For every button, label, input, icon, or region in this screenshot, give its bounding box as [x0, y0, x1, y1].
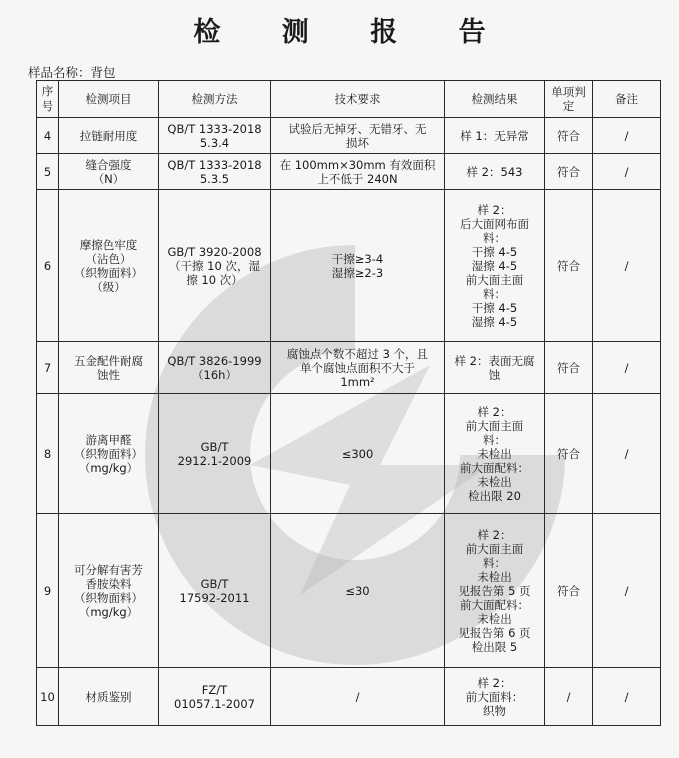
cell-no: 7 [37, 342, 59, 394]
cell-requirement: 试验后无掉牙、无错牙、无 损坏 [271, 118, 445, 154]
cell-method: GB/T 17592-2011 [159, 514, 271, 668]
cell-judgement: 符合 [545, 342, 593, 394]
cell-judgement: 符合 [545, 118, 593, 154]
col-header-requirement: 技术要求 [271, 81, 445, 118]
cell-remark: / [593, 394, 661, 514]
cell-judgement: / [545, 668, 593, 726]
cell-no: 5 [37, 154, 59, 190]
col-header-remark: 备注 [593, 81, 661, 118]
col-header-item: 检测项目 [59, 81, 159, 118]
cell-item: 五金配件耐腐 蚀性 [59, 342, 159, 394]
cell-no: 6 [37, 190, 59, 342]
report-table [36, 80, 661, 726]
cell-requirement: 干擦≥3-4 湿擦≥2-3 [271, 190, 445, 342]
cell-item: 拉链耐用度 [59, 118, 159, 154]
cell-remark: / [593, 668, 661, 726]
cell-item: 可分解有害芳 香胺染料 （织物面料） （mg/kg） [59, 514, 159, 668]
col-header-judgement: 单项判定 [545, 81, 593, 118]
table-row [37, 394, 661, 514]
table-row [37, 154, 661, 190]
report-title: 检 测 报 告 [193, 17, 512, 48]
cell-remark: / [593, 342, 661, 394]
cell-remark: / [593, 118, 661, 154]
cell-result: 样 2： 前大面主面 料： 未检出 前大面配料： 未检出 检出限 20 [445, 394, 545, 514]
table-row [37, 342, 661, 394]
cell-requirement: / [271, 668, 445, 726]
cell-no: 9 [37, 514, 59, 668]
cell-item: 游离甲醛 （织物面料） （mg/kg） [59, 394, 159, 514]
cell-item: 缝合强度 （N） [59, 154, 159, 190]
col-header-no: 序号 [37, 81, 59, 118]
cell-result: 样 1：无异常 [445, 118, 545, 154]
sample-name: 样品名称：背包 [28, 65, 116, 80]
cell-method: GB/T 2912.1-2009 [159, 394, 271, 514]
cell-judgement: 符合 [545, 514, 593, 668]
table-row [37, 668, 661, 726]
cell-item: 摩擦色牢度 （沾色） （织物面料） （级） [59, 190, 159, 342]
cell-method: GB/T 3920-2008 （干擦 10 次，湿 擦 10 次） [159, 190, 271, 342]
cell-method: QB/T 1333-2018 5.3.4 [159, 118, 271, 154]
cell-judgement: 符合 [545, 190, 593, 342]
col-header-result: 检测结果 [445, 81, 545, 118]
cell-no: 8 [37, 394, 59, 514]
cell-requirement: 腐蚀点个数不超过 3 个，且 单个腐蚀点面积不大于 1mm² [271, 342, 445, 394]
table-row [37, 514, 661, 668]
cell-method: QB/T 1333-2018 5.3.5 [159, 154, 271, 190]
cell-result: 样 2： 前大面料： 织物 [445, 668, 545, 726]
cell-remark: / [593, 154, 661, 190]
cell-remark: / [593, 190, 661, 342]
table-row [37, 190, 661, 342]
cell-method: FZ/T 01057.1-2007 [159, 668, 271, 726]
cell-requirement: ≤300 [271, 394, 445, 514]
cell-item: 材质鉴别 [59, 668, 159, 726]
table-header-row [37, 81, 661, 118]
cell-no: 10 [37, 668, 59, 726]
cell-judgement: 符合 [545, 394, 593, 514]
cell-result: 样 2： 后大面网布面 料： 干擦 4-5 湿擦 4-5 前大面主面 料： 干擦 4-5 湿擦 4-5 [445, 190, 545, 342]
cell-requirement: 在 100mm×30mm 有效面积 上不低于 240N [271, 154, 445, 190]
cell-result: 样 2： 前大面主面 料： 未检出 见报告第 5 页 前大面配料： 未检出 见报告第 6 页 检出限 5 [445, 514, 545, 668]
cell-requirement: ≤30 [271, 514, 445, 668]
cell-result: 样 2：543 [445, 154, 545, 190]
cell-judgement: 符合 [545, 154, 593, 190]
cell-result: 样 2：表面无腐 蚀 [445, 342, 545, 394]
cell-remark: / [593, 514, 661, 668]
col-header-method: 检测方法 [159, 81, 271, 118]
cell-no: 4 [37, 118, 59, 154]
table-row [37, 118, 661, 154]
cell-method: QB/T 3826-1999 （16h） [159, 342, 271, 394]
